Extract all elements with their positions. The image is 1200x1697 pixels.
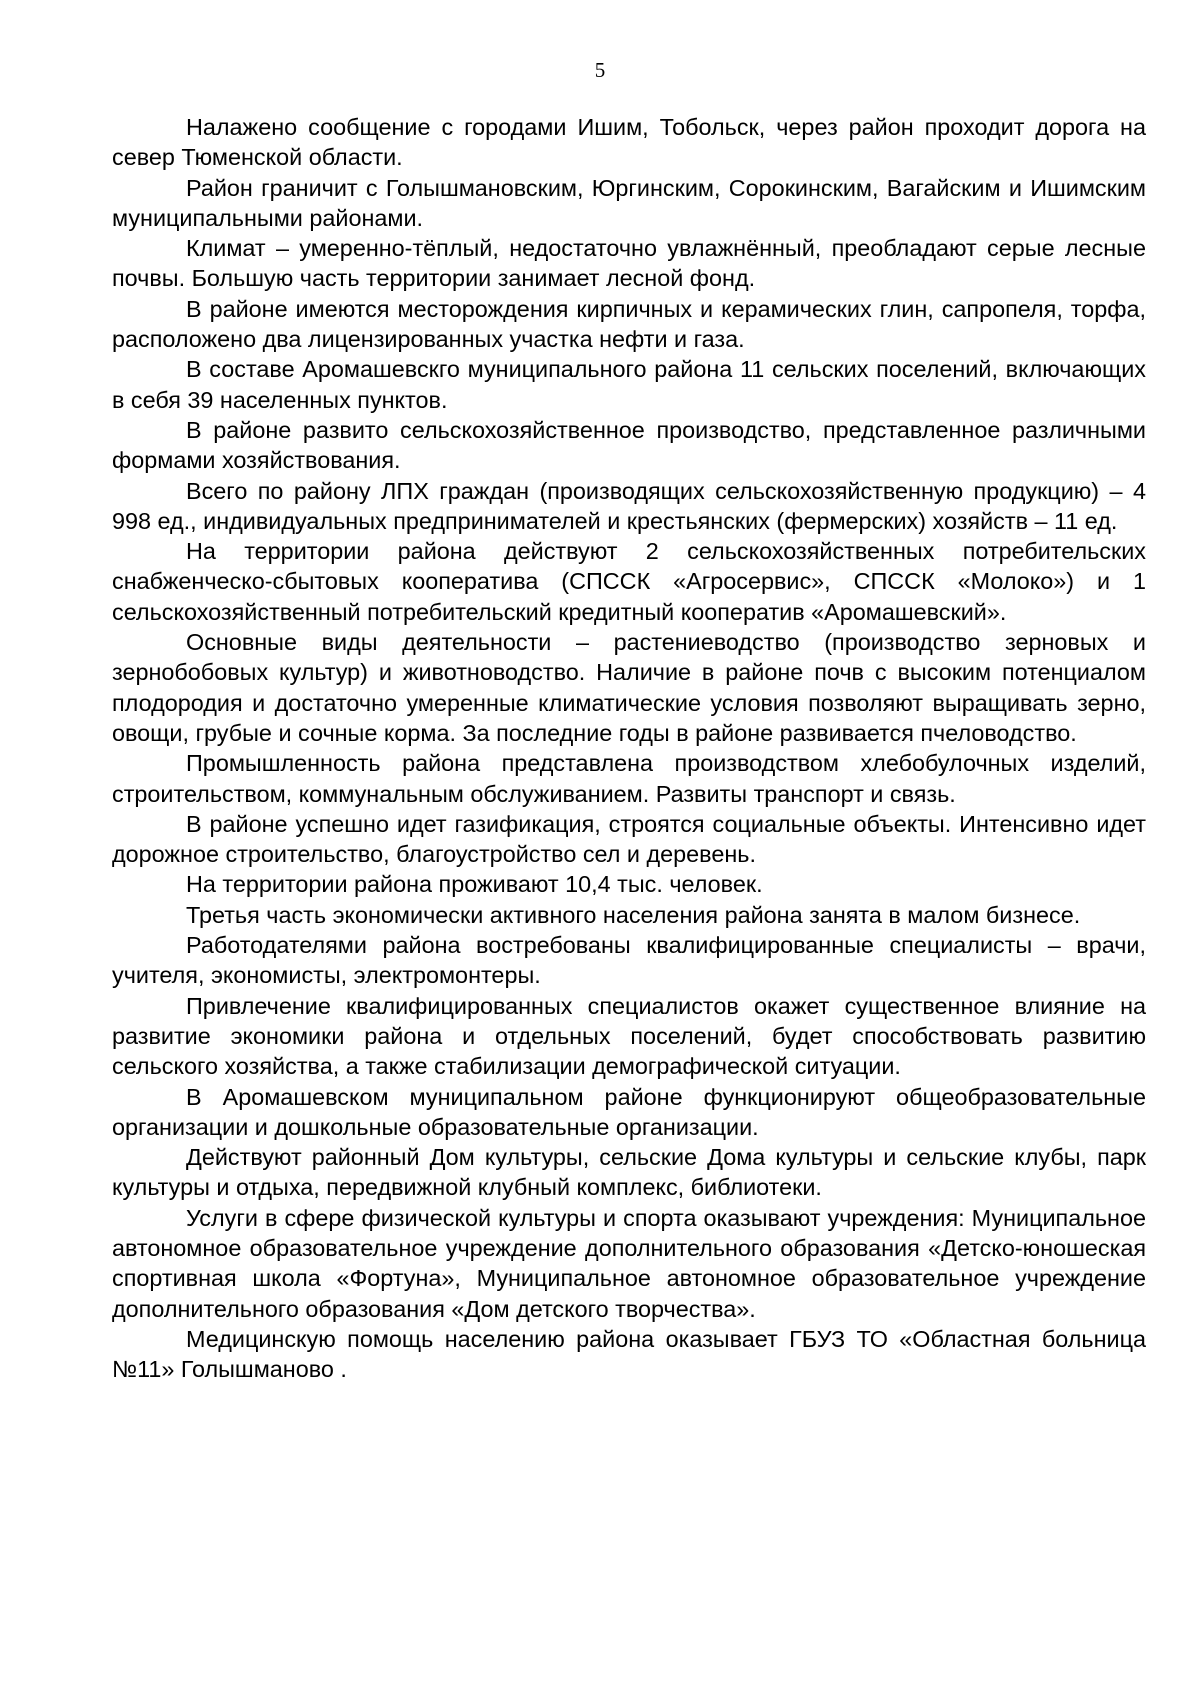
- document-body: [112, 112, 1146, 1384]
- paragraph: Промышленность района представлена производством хлебобулочных изделий, строительством, коммунальным обслуживанием. Развиты транспорт и связь.: [112, 750, 1146, 807]
- paragraph: Привлечение квалифицированных специалистов окажет существенное влияние на развитие экономики района и отдельных поселений, будет способствовать развитию сельского хозяйства, а также стабилизации демографической ситуации.: [112, 992, 1146, 1080]
- paragraph: В составе Аромашевскго муниципального района 11 сельских поселений, включающих в себя 39 населенных пунктов.: [112, 356, 1146, 413]
- paragraph: В районе успешно идет газификация, строятся социальные объекты. Интенсивно идет дорожное строительство, благоустройство сел и деревень.: [112, 810, 1146, 868]
- paragraph: Район граничит с Голышмановским, Юргинским, Сорокинским, Вагайским и Ишимским муниципальными районами.: [112, 174, 1146, 231]
- paragraph: В районе развито сельскохозяйственное производство, представленное различными формами хозяйствования.: [112, 416, 1146, 474]
- page-number: 5: [594, 58, 606, 82]
- paragraph: На территории района проживают 10,4 тыс. человек.: [186, 871, 763, 898]
- paragraph: Услуги в сфере физической культуры и спорта оказывают учреждения: Муниципальное автономное образовательное учреждение дополнительного образования «Детско-юношеская спортивная школа «Фортуна», Муниципальное автономное образовательное учреждение дополнительного образования «Дом детского творчества».: [112, 1204, 1146, 1322]
- paragraph: Третья часть экономически активного населения района занята в малом бизнесе.: [186, 901, 1081, 928]
- paragraph: В Аромашевском муниципальном районе функционируют общеобразовательные организации и дошкольные образовательные организации.: [112, 1083, 1146, 1140]
- paragraph: Основные виды деятельности – растениеводство (производство зерновых и зернобобовых культур) и животноводство. Наличие в районе почв с высоким потенциалом плодородия и достаточно умеренные климатические условия позволяют выращивать зерно, овощи, грубые и сочные корма. За последние годы в районе развивается пчеловодство.: [112, 629, 1146, 746]
- paragraph: В районе имеются месторождения кирпичных и керамических глин, сапропеля, торфа, расположено два лицензированных участка нефти и газа.: [112, 295, 1146, 353]
- paragraph: Налажено сообщение с городами Ишим, Тобольск, через район проходит дорога на север Тюменской области.: [112, 114, 1146, 171]
- paragraph: Медицинскую помощь населению района оказывает ГБУЗ ТО «Областная больница №11» Голышманово .: [112, 1325, 1146, 1383]
- paragraph: Действуют районный Дом культуры, сельские Дома культуры и сельские клубы, парк культуры и отдыха, передвижной клубный комплекс, библиотеки.: [112, 1144, 1146, 1201]
- paragraph: Всего по району ЛПХ граждан (производящих сельскохозяйственную продукцию) – 4 998 ед., индивидуальных предпринимателей и крестьянских (фермерских) хозяйств – 11 ед.: [112, 477, 1146, 534]
- paragraph: На территории района действуют 2 сельскохозяйственных потребительских снабженческо-сбытовых кооператива (СПССК «Агросервис», СПССК «Молоко») и 1 сельскохозяйственный потребительский кредитный кооператив «Аромашевский».: [112, 538, 1146, 625]
- paragraph: Климат – умеренно-тёплый, недостаточно увлажнённый, преобладают серые лесные почвы. Большую часть территории занимает лесной фонд.: [112, 235, 1146, 292]
- paragraph: Работодателями района востребованы квалифицированные специалисты – врачи, учителя, экономисты, электромонтеры.: [112, 932, 1146, 989]
